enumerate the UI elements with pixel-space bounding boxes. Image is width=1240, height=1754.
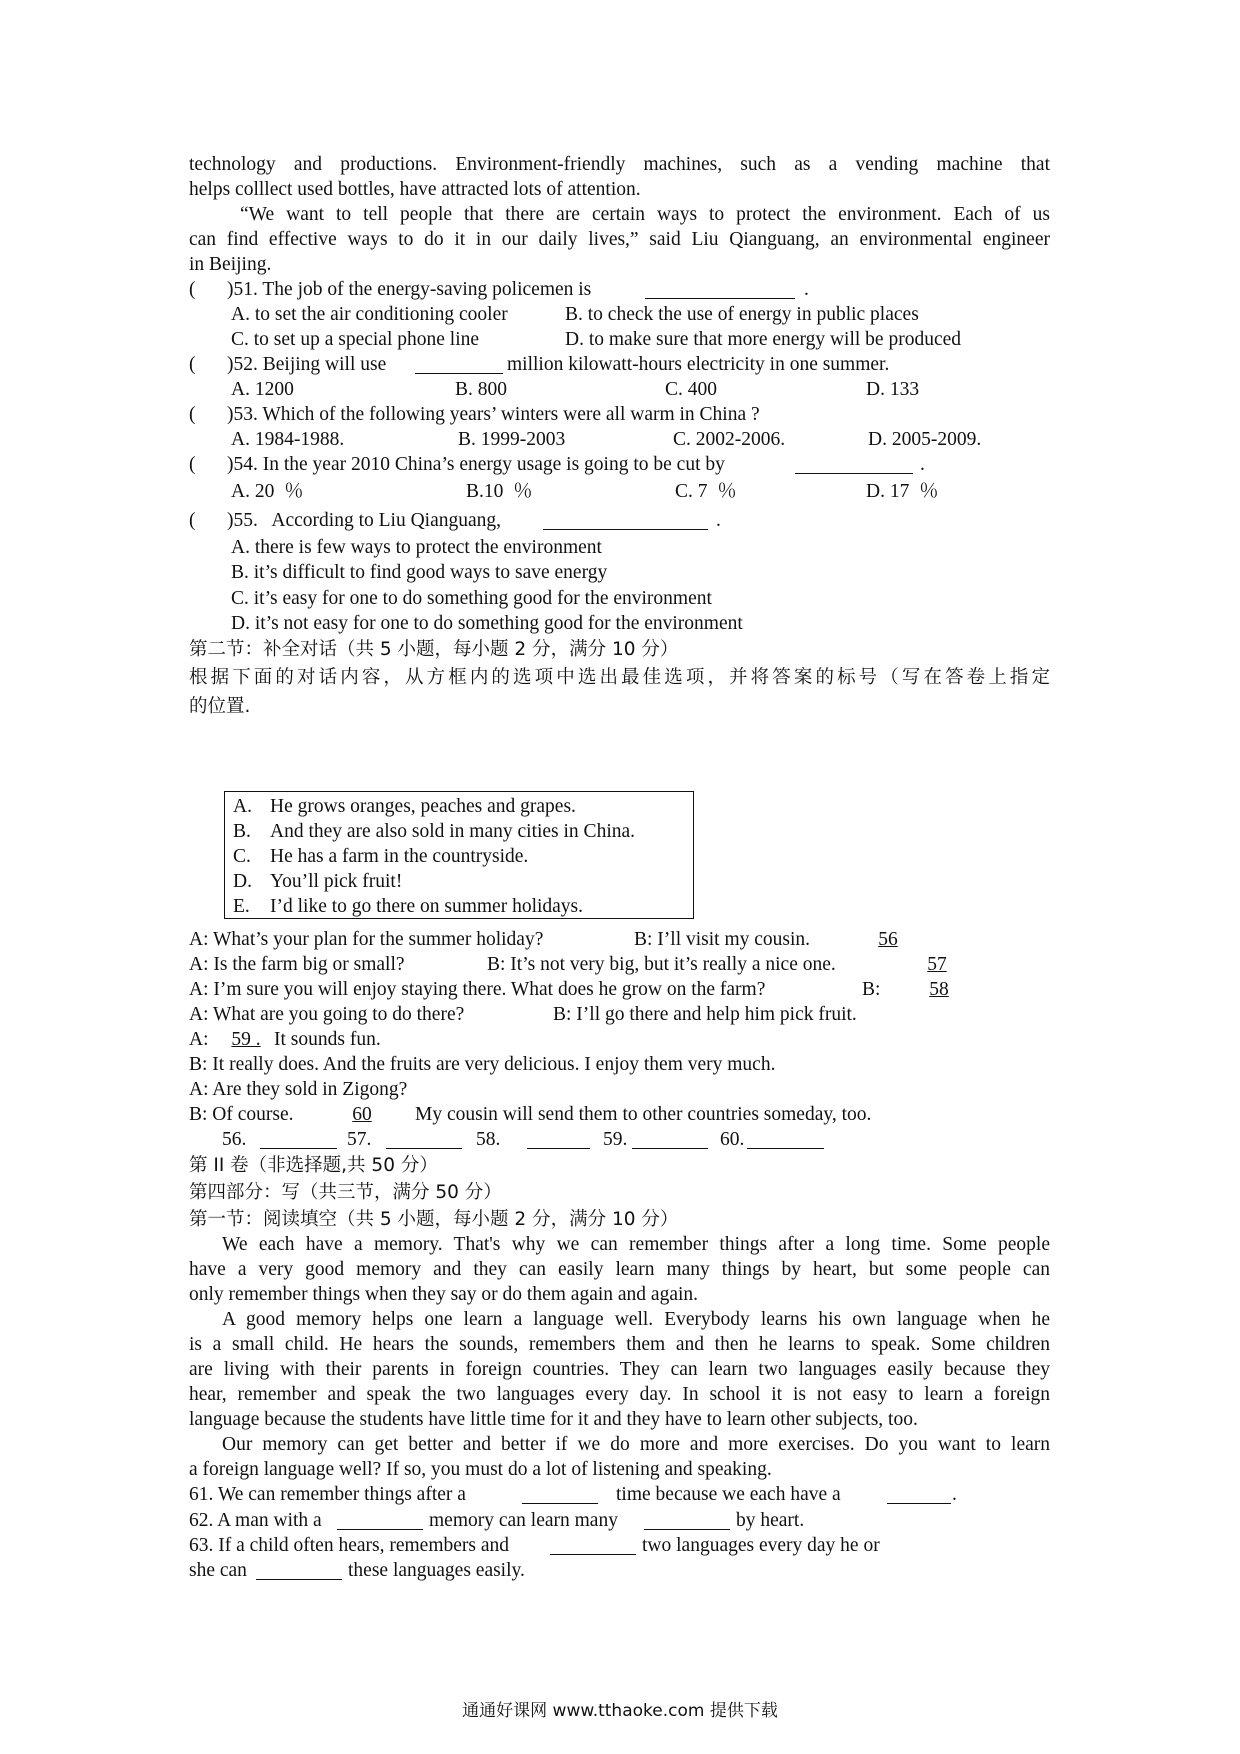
dialogue-blank-56[interactable]: 56 [878,929,898,950]
q62-blank-2[interactable] [644,1511,730,1530]
answer-label-57: 57. [347,1129,372,1150]
q52-option-a: A. 1200 [231,379,294,400]
section2-title: 第二节：补全对话（共 5 小题，每小题 2 分，满分 10 分） [189,639,679,660]
q54-blank[interactable] [795,455,913,474]
passage-line-2: helps colllect used bottles, have attracted lots of attention. [189,179,641,200]
dialogue-line-3-a: A: I’m sure you will enjoy staying there. What does he grow on the farm? [189,979,766,1000]
dialogue-line-4-a: A: What are you going to do there? [189,1004,465,1025]
q52-option-c: C. 400 [665,379,718,400]
box-option-text-b: And they are also sold in many cities in China. [270,821,636,842]
q51-stem: )51. The job of the energy-saving policemen is [227,279,592,300]
part2-title-1: 第 II 卷（非选择题,共 50 分） [189,1155,438,1176]
answer-label-59: 59. [603,1129,628,1150]
q63-blank-1[interactable] [550,1536,636,1555]
box-option-letter-c: C. [233,846,251,867]
box-option-text-c: He has a farm in the countryside. [270,846,529,867]
q53-option-a: A. 1984-1988. [231,429,345,450]
passage-line-5: in Beijing. [189,254,272,275]
box-option-text-d: You’ll pick fruit! [270,871,403,892]
answer-blank-59[interactable] [632,1130,708,1149]
q55-end: . [716,510,721,531]
memory-p2-line-4: hear, remember and speak the two languages every day. In school it is not easy to learn a foreign [189,1384,1050,1405]
box-option-text-e: I’d like to go there on summer holidays. [270,896,584,917]
q51-blank[interactable] [645,280,795,299]
memory-p1-line-2: have a very good memory and they can easily learn many things by heart, but some people can [189,1259,1050,1280]
q52-blank[interactable] [415,355,503,374]
section2-instruction-1: 根据下面的对话内容，从方框内的选项中选出最佳选项，并将答案的标号（写在答卷上指定 [189,667,1050,688]
part2-title-2: 第四部分：写（共三节，满分 50 分） [189,1182,502,1203]
memory-p3-line-1: Our memory can get better and better if we do more and more exercises. Do you want to learn [222,1434,1050,1455]
q55-option-c: C. it’s easy for one to do something good for the environment [231,588,712,609]
footer-credit: 通通好课网 www.tthaoke.com 提供下载 [462,1701,778,1721]
q52-stem-after: million kilowatt-hours electricity in one summer. [507,354,890,375]
q62-text-a: 62. A man with a [189,1510,322,1531]
box-option-letter-b: B. [233,821,251,842]
q53-option-d: D. 2005-2009. [868,429,982,450]
q52-option-d: D. 133 [866,379,920,400]
q53-option-b: B. 1999-2003 [458,429,566,450]
q63-text-d: these languages easily. [348,1560,525,1581]
q61-text-a: 61. We can remember things after a [189,1484,466,1505]
part2-title-3: 第一节：阅读填空（共 5 小题，每小题 2 分，满分 10 分） [189,1209,679,1230]
q63-text-b: two languages every day he or [642,1535,880,1556]
memory-p2-line-3: are living with their parents in foreign countries. They can learn two languages easily because they [189,1359,1050,1380]
dialogue-line-8-a: B: Of course. [189,1104,294,1125]
q52-stem: )52. Beijing will use [227,354,387,375]
dialogue-line-5-a: A: [189,1029,209,1050]
q61-blank-2[interactable] [887,1485,951,1504]
q63-blank-2[interactable] [256,1561,342,1580]
dialogue-line-4-b: B: I’ll go there and help him pick fruit. [553,1004,857,1025]
q53-paren: ( [189,404,196,425]
q53-stem: )53. Which of the following years’ winters were all warm in China ? [227,404,760,425]
q54-option-c: C. 7 ％ [675,481,737,502]
memory-p1-line-3: only remember things when they say or do them again and again. [189,1284,699,1305]
box-option-text-a: He grows oranges, peaches and grapes. [270,796,576,817]
section2-instruction-2: 的位置. [189,696,251,717]
passage-line-4: can find effective ways to do it in our daily lives,” said Liu Qianguang, an environmental engineer [189,229,1050,250]
q63-text-a: 63. If a child often hears, remembers and [189,1535,509,1556]
q55-option-b: B. it’s difficult to find good ways to save energy [231,562,608,583]
answer-label-56: 56. [222,1129,247,1150]
dialogue-line-7: A: Are they sold in Zigong? [189,1079,408,1100]
answer-blank-57[interactable] [386,1130,462,1149]
q55-option-d: D. it’s not easy for one to do something good for the environment [231,613,743,634]
q55-option-a: A. there is few ways to protect the environment [231,537,602,558]
memory-p1-line-1: We each have a memory. That's why we can remember things after a long time. Some people [222,1234,1050,1255]
dialogue-line-6: B: It really does. And the fruits are very delicious. I enjoy them very much. [189,1054,776,1075]
q61-text-c: . [952,1484,957,1505]
passage-line-1: technology and productions. Environment-friendly machines, such as a vending machine that [189,154,1050,175]
box-option-letter-e: E. [233,896,250,917]
box-option-letter-d: D. [233,871,252,892]
q52-option-b: B. 800 [455,379,508,400]
q54-end: . [920,454,925,475]
q63-text-c: she can [189,1560,247,1581]
q51-option-a: A. to set the air conditioning cooler [231,304,508,325]
dialogue-line-5-b: It sounds fun. [274,1029,381,1050]
q52-paren: ( [189,354,196,375]
answer-blank-60[interactable] [747,1130,824,1149]
answer-blank-56[interactable] [260,1130,337,1149]
answer-blank-58[interactable] [527,1130,590,1149]
q54-option-b: B.10 ％ [466,481,533,502]
q51-option-b: B. to check the use of energy in public places [565,304,919,325]
answer-label-60: 60. [720,1129,745,1150]
q55-paren: ( [189,510,196,531]
q61-text-b: time because we each have a [616,1484,841,1505]
dialogue-line-2-a: A: Is the farm big or small? [189,954,405,975]
q51-option-c: C. to set up a special phone line [231,329,480,350]
q55-stem: )55. According to Liu Qianguang, [227,510,502,531]
answer-label-58: 58. [476,1129,501,1150]
q62-text-b: memory can learn many [429,1510,618,1531]
dialogue-line-8-b: My cousin will send them to other countries someday, too. [415,1104,872,1125]
dialogue-blank-60[interactable]: 60 [352,1104,372,1125]
q54-paren: ( [189,454,196,475]
q55-blank[interactable] [543,511,708,530]
memory-p3-line-2: a foreign language well? If so, you must do a lot of listening and speaking. [189,1459,772,1480]
passage-line-3: “We want to tell people that there are certain ways to protect the environment. Each of us [240,204,1050,225]
q51-end: . [804,279,809,300]
dialogue-line-1-a: A: What’s your plan for the summer holiday? [189,929,544,950]
dialogue-blank-59[interactable]: 59 . [231,1029,261,1050]
dialogue-blank-58[interactable]: 58 [929,979,949,1000]
memory-p2-line-5: language because the students have little time for it and they have to learn other subjects, too. [189,1409,918,1430]
q54-stem: )54. In the year 2010 China’s energy usage is going to be cut by [227,454,725,475]
box-option-letter-a: A. [233,796,252,817]
q53-option-c: C. 2002-2006. [673,429,786,450]
q51-paren: ( [189,279,196,300]
dialogue-blank-57[interactable]: 57 [927,954,947,975]
options-box [224,791,694,919]
q61-blank-1[interactable] [522,1485,598,1504]
memory-p2-line-1: A good memory helps one learn a language well. Everybody learns his own language when he [222,1309,1050,1330]
q54-option-d: D. 17 ％ [866,481,939,502]
dialogue-line-3-b: B: [862,979,881,1000]
dialogue-line-1-b: B: I’ll visit my cousin. [634,929,811,950]
memory-p2-line-2: is a small child. He hears the sounds, remembers them and then he learns to speak. Some children [189,1334,1050,1355]
q51-option-d: D. to make sure that more energy will be produced [565,329,962,350]
dialogue-line-2-b: B: It’s not very big, but it’s really a nice one. [487,954,836,975]
q62-blank-1[interactable] [337,1511,423,1530]
q54-option-a: A. 20 ％ [231,481,304,502]
q62-text-c: by heart. [736,1510,805,1531]
